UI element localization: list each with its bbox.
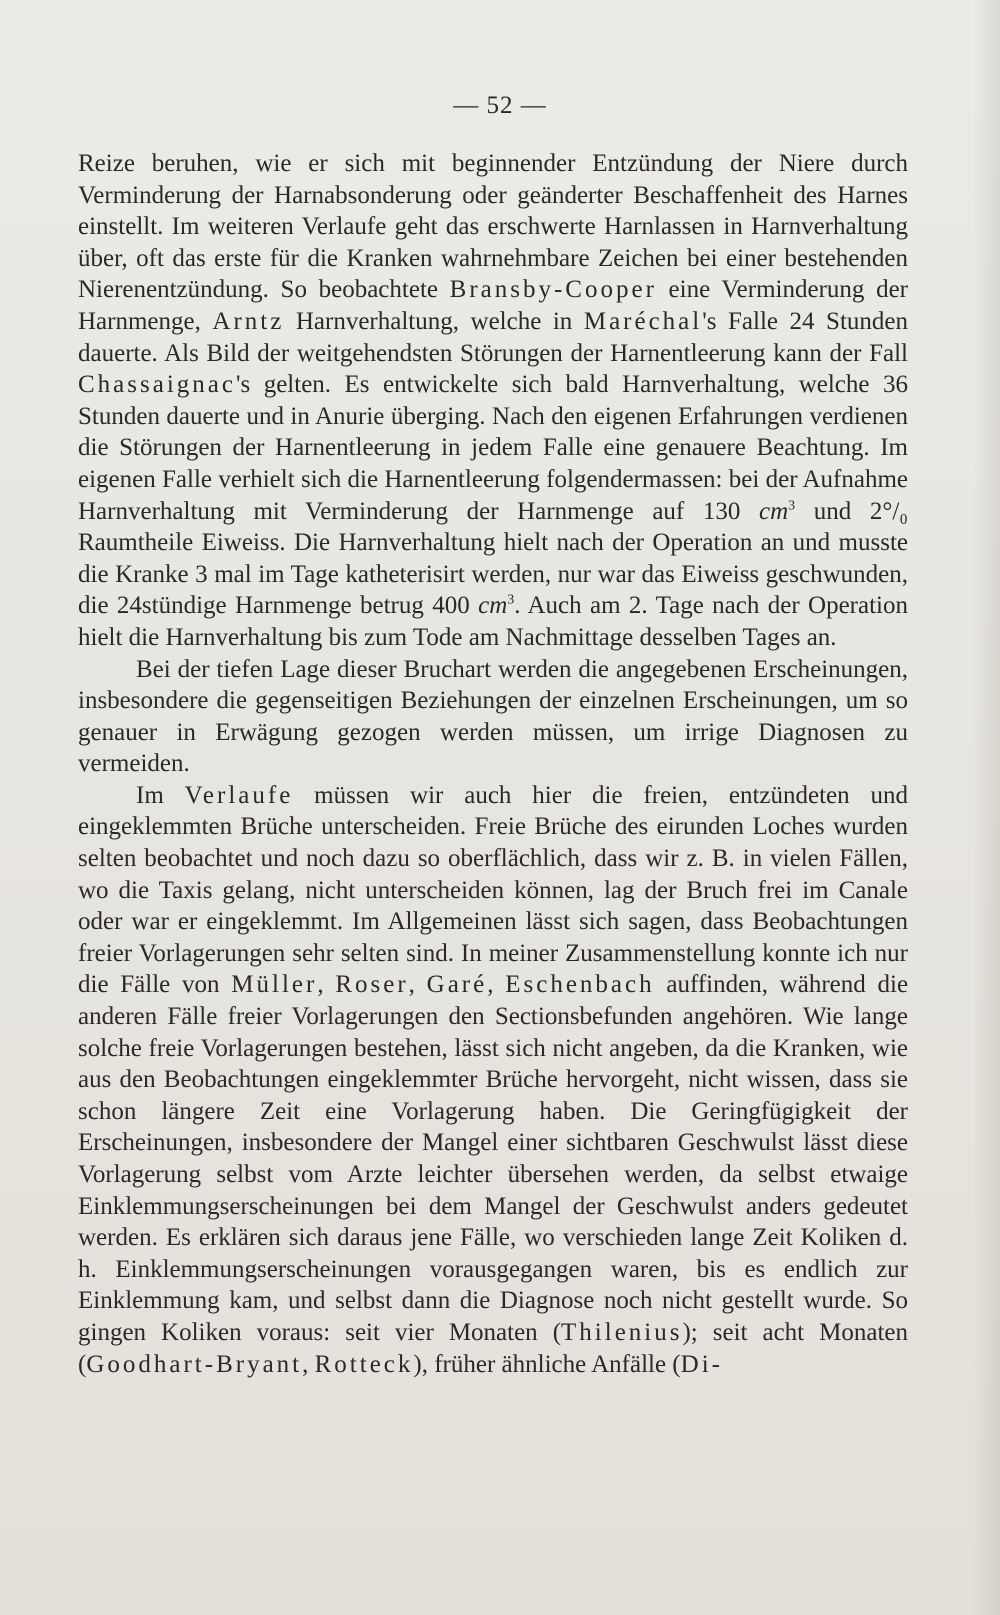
paragraph-2	[78, 654, 908, 780]
spaced-name: Goodhart-Bryant	[86, 1350, 303, 1378]
text-run: Harnverhaltung, welche in	[284, 307, 584, 335]
spaced-name: Roser	[335, 971, 409, 999]
spaced-name: Chassaignac	[78, 371, 236, 399]
text-run: müssen wir auch hier die freien, entzündeten und eingeklemmten Brüche unterscheiden. Freie Brüche des eirunden Loches wurden selten beobachtet und noch dazu so oberflächlich, dass wir z. B. in vielen Fällen, wo die Taxis gelang, nicht unterscheiden können, lag der Bruch frei im Canale oder war er eingeklemmt. Im Allgemeinen lässt sich sagen, dass Beobachtungen freier Vorlagerungen sehr selten sind. In meiner Zusammenstellung konnte ich nur die Fälle von	[78, 781, 908, 999]
text-run: ,	[317, 971, 336, 999]
paragraph-3	[78, 780, 908, 1380]
text-run: ), früher ähnliche Anfälle (	[413, 1350, 681, 1378]
text-run: 's gelten. Es entwickelte sich bald Harnverhaltung, welche 36 Stunden dauerte und in Anurie überging. Nach den eigenen Erfahrungen verdienen die Störungen der Harnentleerung in jedem Falle eine genauere Beachtung. Im eigenen Falle verhielt sich die Harnentleerung folgendermassen: bei der Aufnahme Harnverhaltung mit Verminderung der Harnmenge auf 130	[78, 371, 908, 525]
spaced-name: Müller	[231, 971, 318, 999]
superscript: 3	[507, 592, 515, 608]
superscript: 3	[788, 498, 796, 514]
text-run: Im	[136, 781, 185, 809]
text-run: ,	[302, 1350, 315, 1378]
text-run: eine Verminderung der Harnmenge,	[78, 276, 908, 335]
body-text	[78, 148, 908, 1380]
text-run: 's Falle 24 Stunden dauerte. Als Bild der weitgehendsten Störungen der Harnentleerung kann der Fall	[78, 307, 909, 367]
spaced-name: Garé	[426, 971, 488, 999]
unit-text: cm	[478, 592, 508, 620]
spaced-name: Rotteck	[314, 1350, 414, 1378]
paragraph-1	[78, 148, 908, 654]
page-number: — 52 —	[453, 92, 547, 119]
page-edge-shadow	[972, 0, 1000, 1615]
spaced-name: Arntz	[212, 307, 285, 335]
text-run: . Auch am 2. Tage nach der Operation hielt die Harnverhaltung bis zum Tode am Nachmittage desselben Tages an.	[78, 592, 908, 651]
text-run: auffinden, während die anderen Fälle freier Vorlagerungen den Sectionsbefunden angehören. Wie lange solche freie Vorlagerungen bestehen, lässt sich nicht angeben, da die Kranken, wie aus den Beobachtungen eingeklemmter Brüche hervorgeht, nicht wissen, dass sie schon längere Zeit eine Vorlagerung haben. Die Geringfügigkeit der Erscheinungen, insbesondere der Mangel einer sichtbaren Geschwulst lässt diese Vorlagerung selbst vom Arzte leichter übersehen werden, da selbst etwaige Einklemmungserscheinungen bei dem Mangel der Geschwulst anders gedeutet werden. Es erklären sich daraus jene Fälle, wo verschieden lange Zeit Koliken d. h. Einklemmungserscheinungen vorausgegangen waren, bis es endlich zur Einklemmung kam, und selbst dann die Diagnose noch nicht gestellt wurde. So gingen Koliken voraus: seit vier Monaten (	[78, 971, 909, 1346]
spaced-name: Verlaufe	[184, 781, 294, 809]
text-run: Reize beruhen, wie er sich mit beginnender Entzündung der Niere durch Verminderung der Harnabsonderung oder geänderter Beschaffenheit des Harnes einstellt. Im weiteren Verlaufe geht das erschwerte Harnlassen in Harnverhaltung über, oft das erste für die Kranken wahrnehmbare Zeichen bei einer bestehenden Nierenentzündung. So beobachtete	[78, 150, 908, 304]
text-run: Bei der tiefen Lage dieser Bruchart werden die angegebenen Erscheinungen, insbesondere die gegenseitigen Beziehungen der einzelnen Erscheinungen, um so genauer in Erwägung gezogen werden müssen, um irrige Diagnosen zu vermeiden.	[78, 655, 908, 778]
text-run: ,	[487, 971, 506, 999]
text-run: und 2°/₀ Raumtheile Eiweiss. Die Harnverhaltung hielt nach der Operation an und musste die Kranke 3 mal im Tage katheterisirt werden, nur war das Eiweiss geschwunden, die 24stündige Harnmenge betrug 400	[78, 497, 908, 620]
spaced-name: Maréchal	[583, 307, 703, 335]
unit-text: cm	[758, 497, 789, 525]
spaced-name: Thilenius	[561, 1318, 683, 1346]
spaced-name: Eschenbach	[505, 971, 655, 999]
spaced-name: Di-	[680, 1350, 723, 1378]
text-run: ); seit acht Monaten (	[78, 1318, 908, 1378]
spaced-name: Bransby-Cooper	[449, 276, 657, 304]
text-run: ,	[408, 971, 427, 999]
